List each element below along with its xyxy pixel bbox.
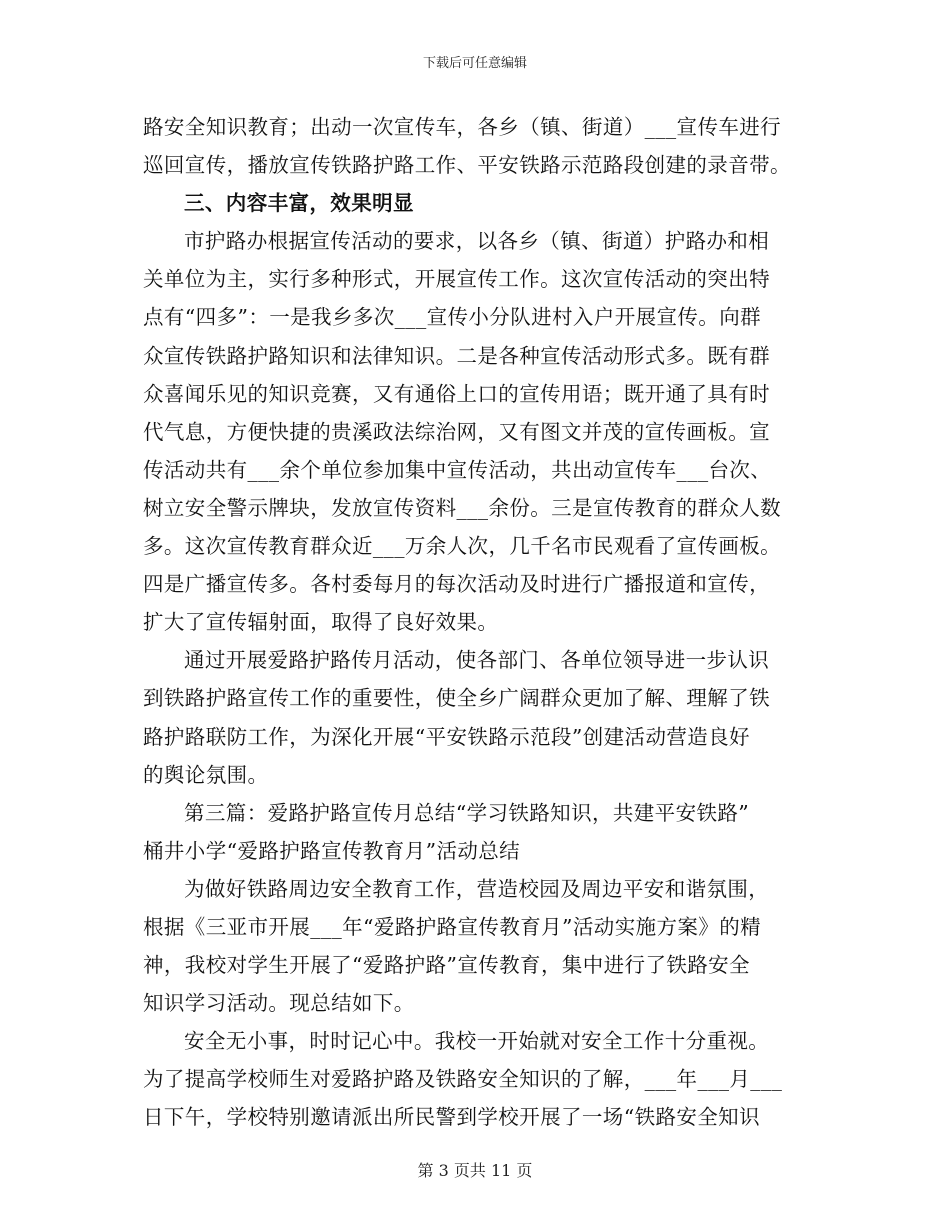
text-line: 关单位为主，实行多种形式，开展宣传工作。这次宣传活动的突出特 [143, 267, 770, 292]
text-line: 通过开展爱路护路传月活动，使各部门、各单位领导进一步认识 [184, 648, 770, 673]
text-line: 众喜闻乐见的知识竞赛，又有通俗上口的宣传用语；既开通了具有时 [143, 381, 770, 406]
text-line: 日下午，学校特别邀请派出所民警到学校开展了一场“铁路安全知识 [143, 1105, 760, 1130]
text-line: 代气息，方便快捷的贵溪政法综治网，又有图文并茂的宣传画板。宣 [143, 419, 770, 444]
text-line: 到铁路护路宣传工作的重要性，使全乡广阔群众更加了解、理解了铁 [143, 686, 770, 711]
text-line: 巡回宣传，播放宣传铁路护路工作、平安铁路示范路段创建的录音带。 [143, 153, 791, 178]
page-header: 下载后可任意编辑 [422, 56, 527, 71]
text-line: 路安全知识教育；出动一次宣传车，各乡（镇、街道）___宣传车进行 [143, 115, 782, 139]
text-line: 多。这次宣传教育群众近___万余人次，几千名市民观看了宣传画板。 [143, 534, 782, 559]
text-line: 桶井小学“爱路护路宣传教育月”活动总结 [143, 838, 521, 863]
text-line: 众宣传铁路护路知识和法律知识。二是各种宣传活动形式多。既有群 [143, 343, 770, 368]
text-line: 神，我校对学生开展了“爱路护路”宣传教育，集中进行了铁路安全 [143, 953, 750, 978]
text-line: 为做好铁路周边安全教育工作，营造校园及周边平安和谐氛围， [184, 876, 770, 901]
text-line: 传活动共有___余个单位参加集中宣传活动，共出动宣传车___台次、 [143, 457, 772, 482]
text-line: 市护路办根据宣传活动的要求，以各乡（镇、街道）护路办和相 [184, 229, 770, 254]
text-line: 为了提高学校师生对爱路护路及铁路安全知识的了解，___年___月___ [143, 1067, 783, 1092]
document-body [143, 108, 813, 1137]
text-line: 路护路联防工作，为深化开展“平安铁路示范段”创建活动营造良好 [143, 724, 750, 749]
text-line: 安全无小事，时时记心中。我校一开始就对安全工作十分重视。 [184, 1029, 770, 1054]
text-line: 知识学习活动。现总结如下。 [143, 991, 415, 1016]
text-line: 四是广播宣传多。各村委每月的每次活动及时进行广播报道和宣传， [143, 572, 770, 597]
text-line: 树立安全警示牌块，发放宣传资料___余份。三是宣传教育的群众人数 [143, 495, 782, 520]
text-line: 第三篇：爱路护路宣传月总结“学习铁路知识，共建平安铁路” [184, 800, 750, 825]
section-heading: 三、内容丰富，效果明显 [184, 191, 414, 216]
page-footer: 第 3 页共 11 页 [417, 1161, 533, 1180]
text-line: 的舆论氛围。 [143, 762, 269, 787]
text-line: 根据《三亚市开展___年“爱路护路宣传教育月”活动实施方案》的精 [143, 914, 762, 939]
text-line: 点有“四多”：一是我乡多次___宣传小分队进村入户开展宣传。向群 [143, 305, 762, 330]
text-line: 扩大了宣传辐射面，取得了良好效果。 [143, 610, 499, 635]
